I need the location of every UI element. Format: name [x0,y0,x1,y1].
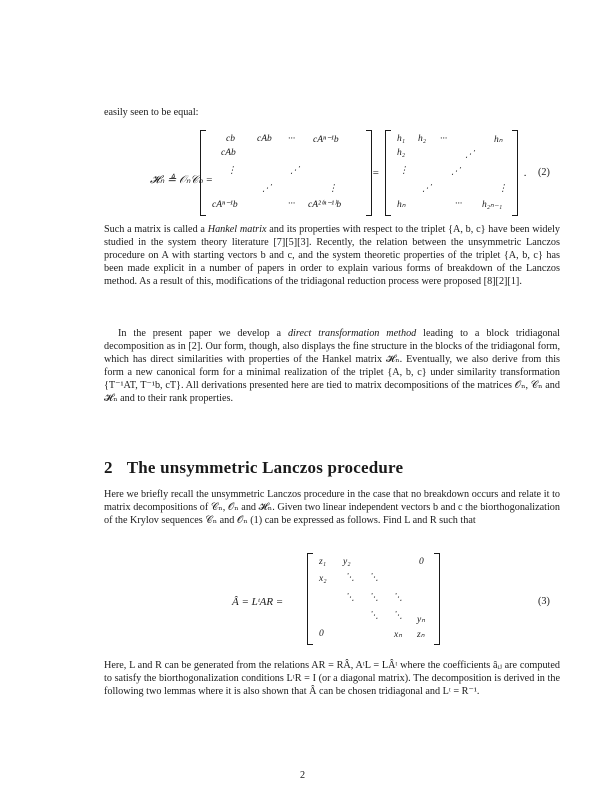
eq3-r3c3: ⋱ [393,593,403,603]
eq2-l-r1c4: cAⁿ⁻¹b [313,135,339,145]
eq3-r4c2: ⋱ [393,611,403,621]
eq3-r5c1: 0 [319,629,324,639]
eq2-left-bracket-open [200,130,206,216]
eq3-r5c3: zₙ [417,630,425,640]
eq2-l-r3c2: ⋰ [290,166,300,176]
eq3-r2c1: x₂ [319,574,327,584]
para1-emphasis: Hankel matrix [207,224,267,235]
eq2-l-r4c1: ⋰ [262,184,272,194]
eq3-bracket-close [434,553,440,645]
eq3-r1c1: z₁ [319,557,326,567]
eq2-r-r2c1: h₂ [397,148,406,158]
paragraph-1 [104,223,560,288]
eq2-l-r1c1: cb [226,134,235,144]
eq2-right-bracket-close [512,130,518,216]
eq3-r4c3: yₙ [417,615,426,625]
para1-text-b: and its properties with respect to the triplet {A, b, c} have been widely studied in the system theory literature [7][5][3]. Recently, the relation between the unsymmetric Lanczos procedure on A with starting vectors b and c, and the system theoretic properties of the triplet {A, b, c} has been made explicit in a number of papers in order to explain various forms of breakdown of the Lanczos method. As a result of this, modifications of the tridiagonal reduction process were proposed [8][2][1]. [104,224,560,288]
eq2-r-r4c2: ⋮ [498,184,508,194]
paragraph-2 [104,327,560,406]
eq2-r-r5c3: h₂ₙ₋₁ [482,200,503,210]
eq3-lhs: Â = LᵗAR = [232,596,284,608]
eq3-r1c3: 0 [419,557,424,567]
eq2-right-bracket-open [385,130,391,216]
eq2-r-r1c1: h₁ [397,134,406,144]
page-number: 2 [300,770,306,781]
eq2-equals: = [372,167,380,179]
section-number: 2 [104,458,113,477]
eq2-l-r5c3: cA²⁽ⁿ⁻¹⁾b [308,200,342,210]
eq2-l-r3c1: ⋮ [227,166,237,176]
eq2-l-r1c3: ··· [288,134,296,144]
intro-line: easily seen to be equal: [104,107,199,118]
eq2-l-r2c1: cAb [221,148,236,158]
para2-text-a: In the present paper we develop a [118,328,288,339]
eq2-lhs: 𝓗ₙ ≜ 𝒪ₙ𝒞ₙ = [150,174,213,186]
para2-text-b: leading to a block tridiagonal decomposition as in [2]. Our form, though, also displays the fine structure in the blocks of the tridiagonal form, which has direct similarities with properties of the Hankel matrix 𝓗ₙ. Eventually, we also derive from this form a new canonical form for a minimal realization of the triplet {A, b, c} under similarity transformation {T⁻¹AT, T⁻¹b, cT}. All derivations presented here are tied to matrix decompositions of the matrices 𝒪ₙ, 𝒞ₙ and 𝓗ₙ and to their rank properties. [104,328,560,405]
para2-emphasis: direct transformation method [287,328,417,339]
eq2-r-r2c2: ⋰ [465,150,475,160]
eq2-l-r5c1: cAⁿ⁻¹b [212,200,238,210]
eq2-r-r5c1: hₙ [397,200,406,210]
para1-text-a: Such a matrix is called a [104,224,208,235]
eq2-period: . [524,167,527,179]
eq3-r5c2: xₙ [394,630,403,640]
eq3-r2c2: ⋱ [345,573,355,583]
eq2-r-r4c1: ⋰ [422,184,432,194]
eq2-r-r5c2: ··· [455,199,463,209]
eq3-r1c2: y₂ [343,557,351,567]
eq3-number: (3) [538,596,550,607]
eq3-r3c1: ⋱ [345,593,355,603]
eq2-l-r5c2: ··· [288,199,296,209]
eq2-l-r1c2: cAb [257,134,272,144]
eq2-r-r3c1: ⋮ [399,166,409,176]
eq2-r-r1c2: h₂ [418,134,427,144]
section-title: The unsymmetric Lanczos procedure [126,458,404,477]
eq2-r-r3c2: ⋰ [451,167,461,177]
eq2-r-r1c3: ··· [440,134,448,144]
eq2-l-r4c2: ⋮ [328,184,338,194]
eq3-r2c3: ⋱ [369,573,379,583]
eq3-r3c2: ⋱ [369,593,379,603]
eq3-bracket-open [307,553,313,645]
paragraph-3: Here we briefly recall the unsymmetric Lanczos procedure in the case that no breakdown occurs and relate it to matrix decompositions of 𝒞ₙ, 𝒪ₙ and 𝓗ₙ. Given two linear independent vectors b and c the biorthogonalization of the Krylov sequences 𝒞ₙ and 𝒪ₙ (1) can be expressed as follows. Find L and R such that [104,489,560,527]
paragraph-4: Here, L and R can be generated from the relations AR = RÂ, AᵗL = LÂᵗ where the coefficients âᵢⱼ are computed to satisfy the biorthogonalization conditions LᵗR = I (or a diagonal matrix). The decomposition is derived in the following two lemmas where it is also shown that Â can be chosen tridiagonal and Lᵗ = R⁻¹. [104,660,560,698]
eq2-number: (2) [538,167,550,178]
eq2-r-r1c4: hₙ [494,135,503,145]
eq3-r4c1: ⋱ [369,611,379,621]
section-heading [104,458,403,478]
